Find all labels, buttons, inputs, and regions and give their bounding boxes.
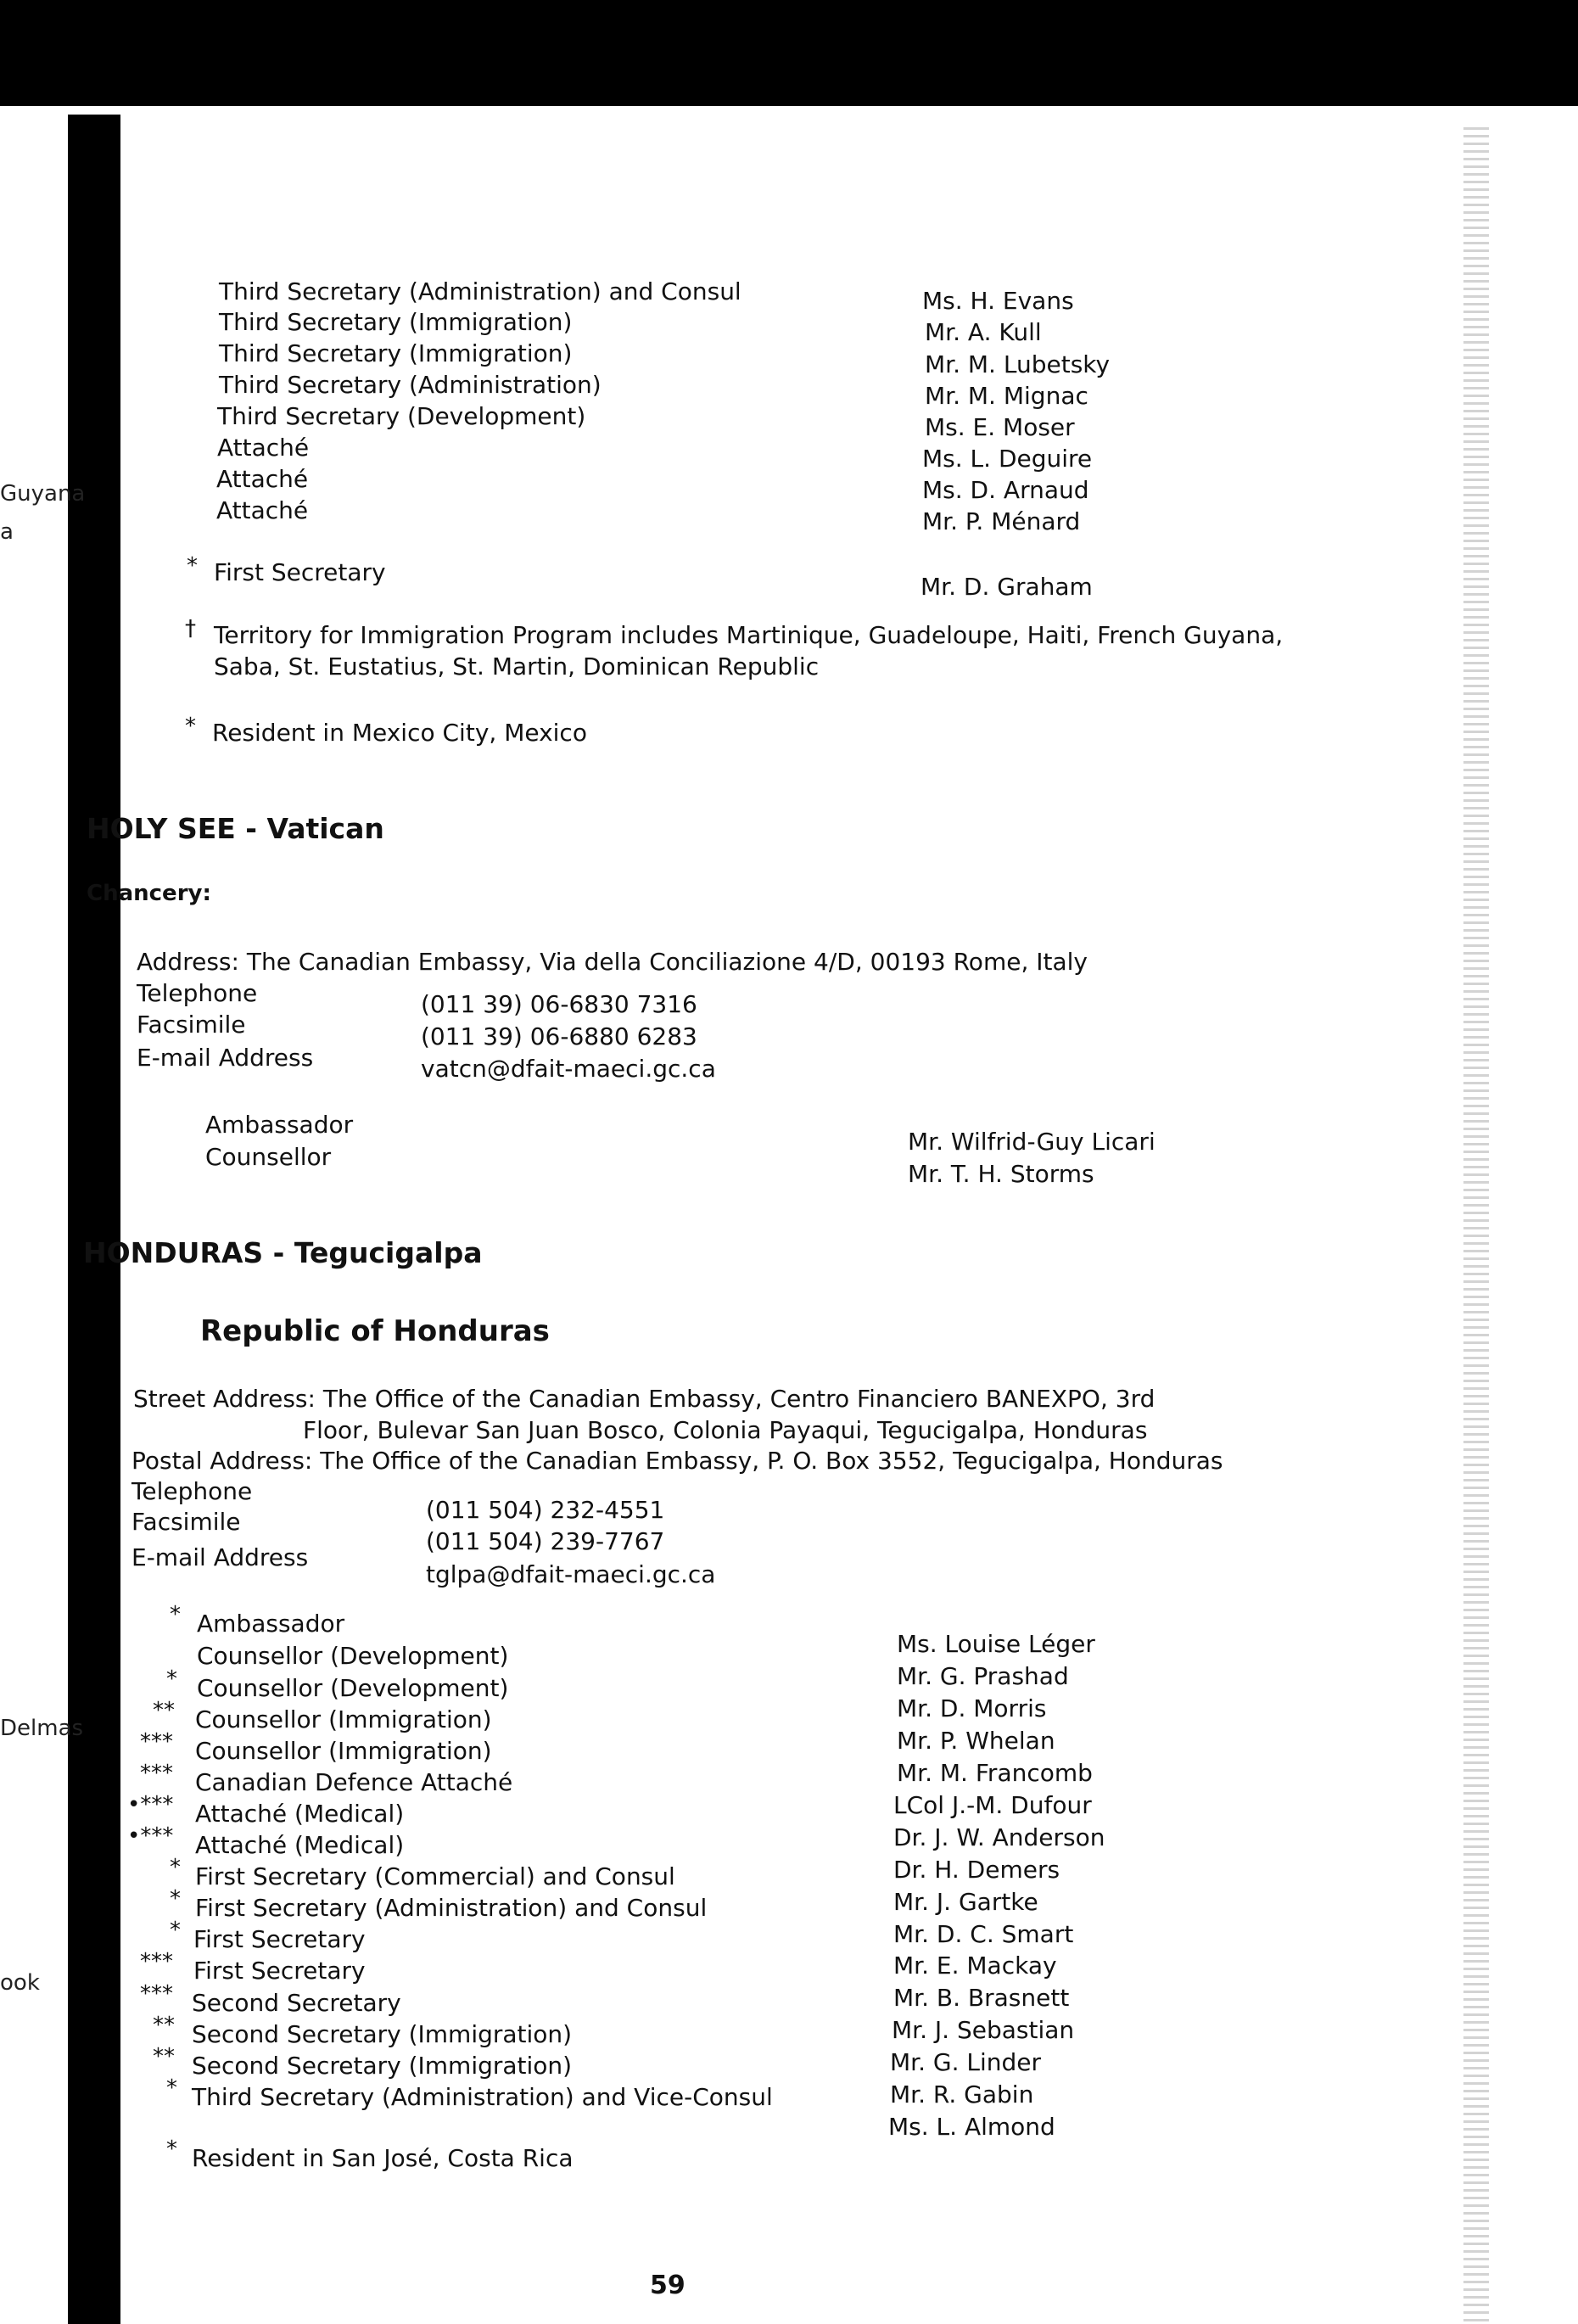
footnote-marker: •***	[127, 1792, 174, 1817]
footnote-marker: *	[170, 1855, 181, 1880]
footnote-marker: **	[153, 2044, 175, 2069]
staff-name: Mr. B. Brasnett	[893, 1984, 1070, 2012]
staff-title: Attaché	[216, 465, 309, 493]
staff-name: Mr. A. Kull	[925, 318, 1042, 346]
staff-title: Second Secretary	[192, 1989, 401, 2017]
staff-title: Third Secretary (Administration) and Vice-Consul	[192, 2083, 773, 2111]
footnote-marker: ***	[140, 1729, 173, 1755]
staff-name: Ms. D. Arnaud	[922, 476, 1089, 504]
footnote-marker: *	[170, 1602, 181, 1627]
street-address-line: Street Address: The Office of the Canadian Embassy, Centro Financiero BANEXPO, 3rd	[133, 1385, 1156, 1413]
footnote-marker: •***	[127, 1823, 174, 1849]
footnote-text: Resident in San José, Costa Rica	[192, 2144, 574, 2172]
scan-binding-shadow	[68, 115, 120, 2324]
margin-fragment: a	[0, 519, 14, 545]
footnote-marker: *	[170, 1918, 181, 1943]
staff-title: First Secretary	[193, 1957, 366, 1985]
staff-name: Mr. G. Linder	[890, 2048, 1042, 2076]
staff-name: Mr. M. Francomb	[897, 1759, 1093, 1787]
postal-address-line: Postal Address: The Office of the Canadian Embassy, P. O. Box 3552, Tegucigalpa, Honduras	[132, 1447, 1223, 1475]
telephone-label: Telephone	[132, 1477, 253, 1505]
footnote-marker: *	[166, 2136, 177, 2162]
footnote-marker: ***	[140, 1981, 173, 2007]
staff-title: Attaché (Medical)	[195, 1831, 405, 1859]
staff-name: Mr. G. Prashad	[897, 1662, 1069, 1690]
staff-title: Counsellor (Immigration)	[195, 1737, 492, 1765]
facsimile-label: Facsimile	[132, 1508, 241, 1536]
margin-fragment: Delmas	[0, 1716, 84, 1741]
staff-title: Attaché	[217, 434, 310, 462]
staff-title: Third Secretary (Immigration)	[219, 308, 573, 336]
margin-fragment: Guyana	[0, 481, 86, 507]
telephone-label: Telephone	[137, 979, 258, 1007]
staff-title: Ambassador	[205, 1111, 354, 1139]
telephone-value: (011 39) 06-6830 7316	[421, 990, 697, 1018]
staff-name: Mr. D. C. Smart	[893, 1920, 1074, 1948]
footnote-marker: **	[153, 2013, 175, 2038]
footnote-marker: *	[170, 1886, 181, 1912]
staff-title: First Secretary	[214, 558, 386, 586]
staff-name: Mr. P. Whelan	[897, 1727, 1055, 1755]
staff-name: Ms. Louise Léger	[897, 1630, 1095, 1658]
staff-name: Mr. D. Graham	[920, 573, 1093, 601]
staff-name: Ms. E. Moser	[925, 413, 1075, 441]
staff-title: Second Secretary (Immigration)	[192, 2052, 573, 2080]
footnote-text: Territory for Immigration Program includes Martinique, Guadeloupe, Haiti, French Guyana,	[214, 621, 1284, 649]
street-address-line: Floor, Bulevar San Juan Bosco, Colonia Payaqui, Tegucigalpa, Honduras	[303, 1416, 1148, 1444]
page-number: 59	[650, 2271, 685, 2300]
email-value: vatcn@dfait-maeci.gc.ca	[421, 1055, 716, 1083]
footnote-marker: *	[166, 2075, 177, 2101]
staff-name: Dr. H. Demers	[893, 1856, 1060, 1884]
staff-title: Counsellor (Development)	[197, 1642, 509, 1670]
staff-title: Attaché	[216, 496, 309, 524]
telephone-value: (011 504) 232-4551	[426, 1496, 665, 1524]
staff-name: Dr. J. W. Anderson	[893, 1823, 1105, 1851]
staff-title: Attaché (Medical)	[195, 1800, 405, 1828]
address-line: Address: The Canadian Embassy, Via della Conciliazione 4/D, 00193 Rome, Italy	[137, 948, 1088, 976]
staff-name: LCol J.-M. Dufour	[893, 1791, 1092, 1819]
email-value: tglpa@dfait-maeci.gc.ca	[426, 1560, 716, 1588]
footnote-marker: *	[187, 553, 198, 579]
footnote-text: Saba, St. Eustatius, St. Martin, Dominican Republic	[214, 652, 820, 680]
staff-name: Mr. M. Mignac	[925, 382, 1088, 410]
footnote-marker: ***	[140, 1761, 173, 1786]
staff-title: Third Secretary (Development)	[217, 402, 586, 430]
staff-title: Ambassador	[197, 1610, 345, 1638]
section-heading: HOLY SEE - Vatican	[87, 812, 384, 845]
staff-title: First Secretary (Commercial) and Consul	[195, 1862, 675, 1890]
email-label: E-mail Address	[137, 1044, 314, 1072]
facsimile-label: Facsimile	[137, 1011, 246, 1039]
staff-name: Mr. M. Lubetsky	[925, 350, 1111, 378]
staff-title: Counsellor	[205, 1143, 332, 1171]
staff-name: Mr. J. Sebastian	[892, 2016, 1075, 2044]
staff-name: Ms. H. Evans	[922, 287, 1074, 315]
staff-name: Ms. L. Deguire	[922, 445, 1093, 473]
staff-name: Mr. E. Mackay	[893, 1952, 1057, 1980]
scan-top-band	[0, 0, 1578, 106]
email-label: E-mail Address	[132, 1543, 309, 1571]
footnote-marker: ***	[140, 1949, 173, 1974]
staff-title: Canadian Defence Attaché	[195, 1768, 513, 1796]
staff-name: Ms. L. Almond	[888, 2113, 1055, 2141]
staff-title: Counsellor (Development)	[197, 1674, 509, 1702]
staff-name: Mr. Wilfrid-Guy Licari	[908, 1128, 1156, 1156]
staff-name: Mr. P. Ménard	[922, 507, 1081, 535]
footnote-text: Resident in Mexico City, Mexico	[212, 719, 587, 747]
chancery-label: Chancery:	[87, 881, 211, 906]
staff-title: Third Secretary (Administration) and Consul	[219, 277, 741, 305]
margin-fragment: ook	[0, 1970, 40, 1996]
facsimile-value: (011 39) 06-6880 6283	[421, 1022, 697, 1050]
staff-name: Mr. J. Gartke	[893, 1888, 1038, 1916]
section-subheading: Republic of Honduras	[200, 1314, 550, 1348]
staff-title: First Secretary (Administration) and Consul	[195, 1894, 708, 1922]
scan-right-edge	[1463, 127, 1489, 2324]
staff-name: Mr. T. H. Storms	[908, 1160, 1094, 1188]
facsimile-value: (011 504) 239-7767	[426, 1527, 665, 1555]
staff-title: Third Secretary (Administration)	[219, 371, 602, 399]
footnote-marker: *	[166, 1666, 177, 1692]
staff-title: First Secretary	[193, 1925, 366, 1953]
staff-title: Second Secretary (Immigration)	[192, 2020, 573, 2048]
staff-title: Counsellor (Immigration)	[195, 1705, 492, 1733]
section-heading: HONDURAS - Tegucigalpa	[83, 1236, 483, 1269]
footnote-marker: **	[153, 1698, 175, 1723]
footnote-marker: *	[185, 714, 196, 739]
footnote-marker: †	[185, 616, 196, 641]
staff-name: Mr. D. Morris	[897, 1694, 1047, 1722]
staff-name: Mr. R. Gabin	[890, 2080, 1034, 2108]
staff-title: Third Secretary (Immigration)	[219, 339, 573, 367]
